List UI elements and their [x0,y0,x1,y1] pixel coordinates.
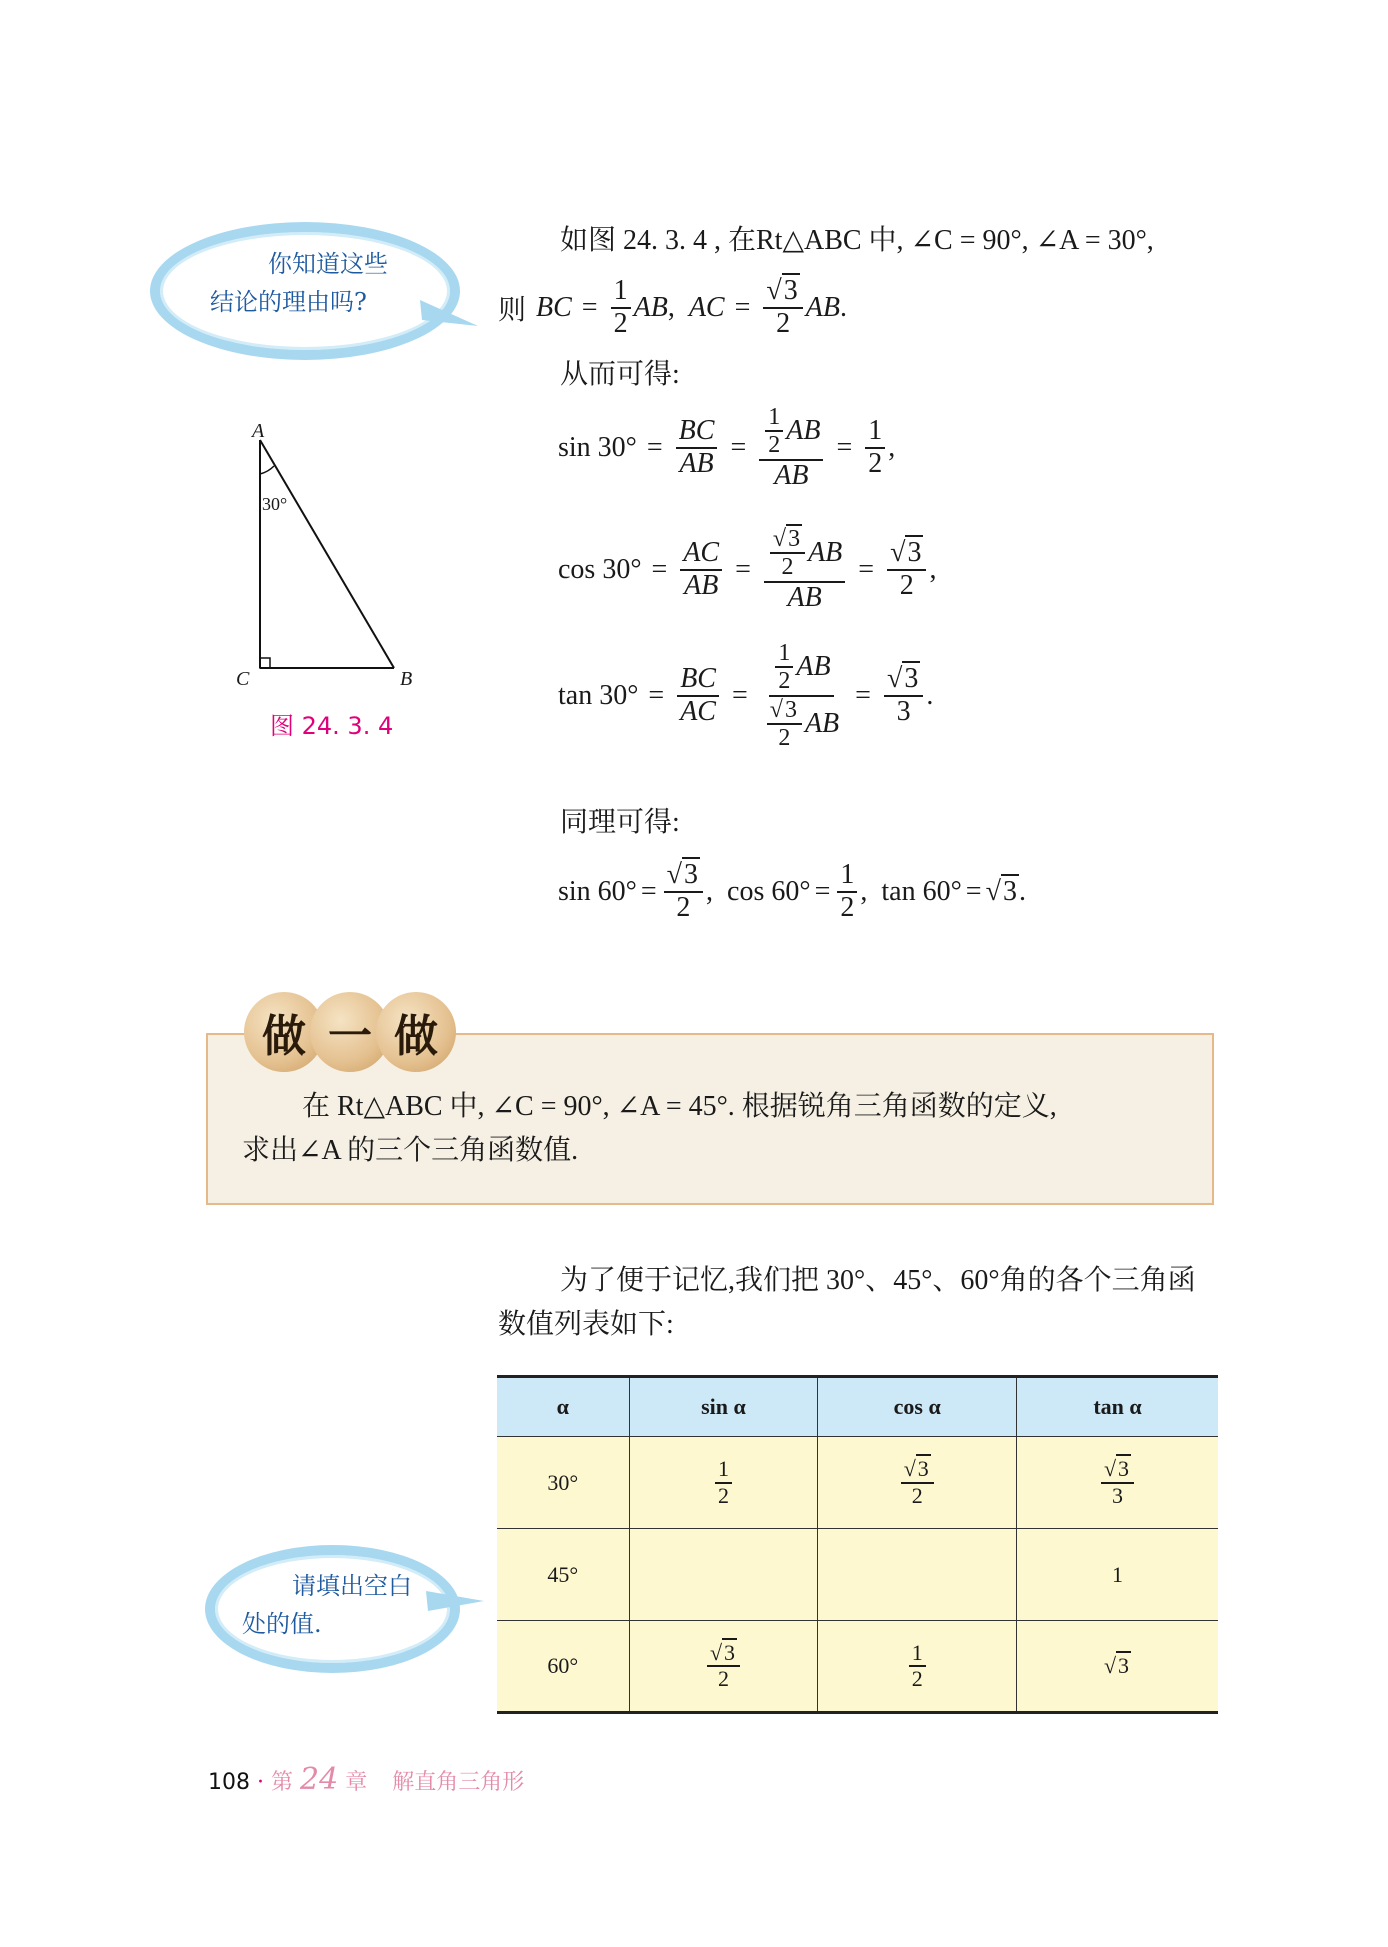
cell-tan30 [1017,1437,1219,1529]
chapter-prefix: 第 [271,1770,294,1795]
activity-line-2: 求出∠A 的三个三角函数值. [242,1135,579,1166]
radicand: 3 [724,1639,736,1665]
cell-angle: 45° [497,1529,629,1621]
radicand: 3 [1118,1456,1130,1482]
frac-num: 1 [611,276,631,309]
table-row [497,1437,1218,1529]
triangle-figure [230,420,420,700]
chapter-number: 24 [300,1762,339,1797]
one-half [837,860,857,924]
radicand: 3 [917,1456,929,1482]
radicand: 3 [907,536,922,568]
cell-cos45-blank [818,1529,1017,1621]
ac-over-ab [680,538,722,602]
activity-title-char-1: 做 [244,992,324,1072]
radicand: 3 [783,275,798,306]
den: AB [679,447,714,479]
sin30-label: sin 30° [558,431,637,463]
sqrt-sign: √ [766,275,782,306]
radicand: 3 [684,859,699,890]
bc-over-ab [676,416,718,480]
intro-line-2 [498,276,847,340]
activity-title-char-2: 一 [310,992,390,1072]
page-footer [208,1762,524,1797]
den: 2 [868,447,883,479]
sqrt-sign: √ [1103,1653,1117,1678]
cell-angle: 30° [497,1437,629,1529]
bubble-1-line-2: 结论的理由吗? [210,288,367,316]
header-tan: tan α [1017,1377,1219,1437]
then-text: 则 [498,294,527,326]
bc-over-ac [677,664,719,728]
radicand: 3 [788,526,801,552]
activity-title-char-3: 做 [376,992,456,1072]
inner-num: 1 [765,404,783,432]
den: 2 [717,1482,729,1508]
ab-text: AB [804,707,840,739]
comma: , [706,875,714,907]
sqrt-sign: √ [772,526,787,552]
half-fraction [611,276,631,340]
sin30-equation [558,404,895,492]
equals: = [965,875,982,907]
sqrt-sign: √ [886,662,903,694]
equals: = [855,679,871,711]
sqrt-sign: √ [769,696,783,723]
equals: = [731,679,748,711]
tan30-equation [558,640,933,752]
inner-den: 2 [778,668,791,695]
tan30-label: tan 30° [558,679,639,711]
den: AB [787,581,822,613]
sqrt3-over-3 [884,664,923,728]
num: AC [680,538,722,571]
frac-den: 2 [613,307,628,339]
trig60-equations [558,860,1026,924]
equals: = [581,291,598,323]
memory-line-2: 数值列表如下: [498,1309,674,1340]
chapter-title: 解直角三角形 [392,1770,525,1795]
sqrt-sign: √ [709,1639,723,1665]
cell-angle: 60° [497,1621,629,1713]
bubble-2-tail [426,1585,486,1615]
header-cos: cos α [818,1377,1017,1437]
header-sin: sin α [629,1377,818,1437]
trig-value-table [497,1375,1218,1714]
bubble-2-line-1: 请填出空白 [292,1572,412,1600]
den: 2 [911,1482,923,1508]
table-row [497,1621,1218,1713]
equals: = [734,291,751,323]
num: 1 [909,1641,926,1667]
inner-den: 2 [778,725,791,752]
sqrt-sign: √ [666,859,683,890]
header-alpha: α [497,1377,629,1437]
den: 2 [676,891,691,923]
sqrt-sign: √ [985,875,1001,907]
num: BC [676,416,718,449]
period: . [839,291,847,323]
ac-text: AC [688,291,725,323]
equals: = [730,431,747,463]
comma: , [888,431,896,463]
vertex-c-label: C [236,668,250,690]
den: AB [684,569,719,601]
thus-text: 从而可得: [560,359,680,390]
radicand: 3 [1118,1653,1130,1678]
num: 1 [865,416,885,449]
comma: , [929,553,937,585]
cell-cos60 [818,1621,1017,1713]
ab-text: AB [633,291,668,323]
table-header-row [497,1377,1218,1437]
figure-caption: 图 24. 3. 4 [270,712,394,740]
frac-den: 2 [776,307,791,339]
vertex-b-label: B [400,668,413,690]
den: 2 [840,891,855,923]
num: 1 [837,860,857,893]
equals: = [646,431,663,463]
period: . [1018,875,1026,907]
sqrt3-over-2 [887,538,926,602]
half-ab-over-ab [759,404,823,492]
num: 1 [715,1457,732,1483]
cell-sin30 [629,1437,818,1529]
den: AB [774,459,809,491]
cell-cos30 [818,1437,1017,1529]
cos60-label: cos 60° [727,875,811,907]
equals: = [640,875,657,907]
tan60-label: tan 60° [881,875,962,907]
sqrt-sign: √ [903,1456,916,1482]
sqrt3-over-2 [664,860,703,924]
inner-num: 1 [775,640,793,668]
cell-tan45: 1 [1017,1529,1219,1621]
footer-dot: · [257,1770,264,1795]
radicand: 3 [784,696,797,723]
bubble-1-line-1: 你知道这些 [268,250,388,278]
ab-text: AB [805,291,840,323]
sqrt-sign: √ [1103,1456,1117,1482]
similarly-text: 同理可得: [560,807,680,838]
one-half [865,416,885,480]
den: 2 [911,1666,923,1691]
sqrt3 [986,876,1019,908]
bubble-1-tail [420,290,480,330]
chapter-suffix: 章 [345,1770,368,1795]
sin60-label: sin 60° [558,875,637,907]
den: 3 [1111,1482,1123,1508]
comma: , [667,291,675,323]
page-number: 108 [208,1770,250,1795]
ab-text: AB [796,650,831,682]
inner-den: 2 [768,432,781,459]
table-row [497,1529,1218,1621]
vertex-a-label: A [252,420,265,442]
intro-line-1: 如图 24. 3. 4 , 在Rt△ABC 中, ∠C = 90°, ∠A = 30°, [560,225,1154,256]
equals: = [735,553,751,585]
cos30-equation [558,526,936,614]
cell-tan60 [1017,1621,1219,1713]
sqrt3-half-fraction [763,276,802,340]
inner-den: 2 [781,554,794,581]
equals: = [836,431,853,463]
sqrt3-half-ab-over-ab [764,526,845,614]
radicand: 3 [904,662,919,694]
period: . [926,679,934,711]
den: AC [680,695,716,727]
equals: = [814,875,831,907]
comma: , [860,875,868,907]
den: 3 [896,695,911,727]
den: 2 [899,569,914,601]
activity-line-1: 在 Rt△ABC 中, ∠C = 90°, ∠A = 45°. 根据锐角三角函数的定义, [302,1091,1057,1122]
angle-30-label: 30° [262,494,288,514]
memory-line-1: 为了便于记忆,我们把 30°、45°、60°角的各个三角函 [560,1265,1196,1296]
equals: = [651,553,668,585]
bc-text: BC [536,291,572,323]
equals: = [858,553,875,585]
complex-fraction [761,640,842,752]
den: 2 [717,1666,729,1691]
sqrt-sign: √ [890,536,906,568]
equals: = [648,679,665,711]
cell-sin45-blank [629,1529,818,1621]
ab-text: AB [786,414,821,446]
cell-sin60 [629,1621,818,1713]
radicand: 3 [1002,875,1017,907]
cos30-label: cos 30° [558,553,642,585]
num: BC [677,664,719,697]
ab-text: AB [808,536,843,568]
bubble-2-line-2: 处的值. [242,1610,322,1638]
